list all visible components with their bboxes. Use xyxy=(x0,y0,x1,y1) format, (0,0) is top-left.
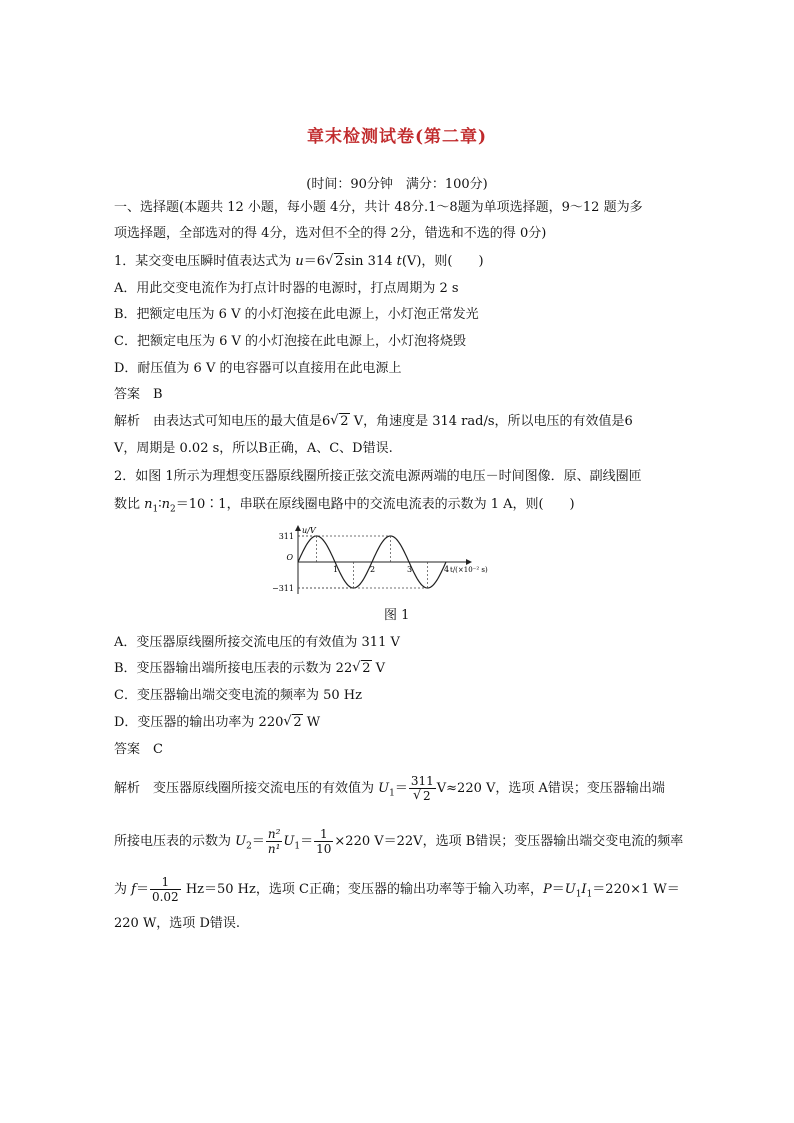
q1-option-d: D．耐压值为 6 V 的电容器可以直接用在此电源上 xyxy=(114,361,402,376)
q2-stem-line1: 2．如图 1所示为理想变压器原线圈所接正弦交流电源两端的电压－时间图像．原、副线圈匝 xyxy=(114,469,642,484)
sqrt-symbol: √ 2 xyxy=(325,253,344,269)
q2-explanation-line4: 220 W，选项 D错误. xyxy=(114,916,240,931)
q2-option-b: B．变压器输出端所接电压表的示数为 22 √ 2 V xyxy=(114,660,386,676)
q2-option-d: D．变压器的输出功率为 220 √ 2 W xyxy=(114,714,321,730)
q1-explanation-line1: 解析 由表达式可知电压的最大值是6 √ 2 V，角速度是 314 rad/s，所以电压的有效值是6 xyxy=(114,413,633,429)
section-instructions-line2: 项选择题，全部选对的得 4分，选对但不全的得 2分，错选和不选的得 0分) xyxy=(114,226,547,241)
x-axis-label: t/(×10⁻² s) xyxy=(450,566,488,574)
q1-stem: 1．某交变电压瞬时值表达式为 u＝6 √ 2sin 314 t(V)，则( ) xyxy=(114,253,484,269)
q2-option-a: A．变压器原线圈所接交流电压的有效值为 311 V xyxy=(114,635,400,650)
x-axis-arrow xyxy=(466,559,472,565)
y-tick-label: −311 xyxy=(272,584,294,593)
y-axis-label: u/V xyxy=(302,526,316,535)
q2-explanation-line1: 解析 变压器原线圈所接交流电压的有效值为 $U_1=$ 311 √ 2 V≈220 V，选项 A错误；变压器输出端 xyxy=(114,773,665,803)
q2-option-c: C．变压器输出端交变电流的频率为 50 Hz xyxy=(114,688,362,703)
q2-answer: 答案 C xyxy=(114,742,163,757)
exam-info: (时间：90分钟 满分：100分) xyxy=(306,177,488,192)
q2-explanation-line3: 为 f＝ $\frac{1}{0.02}$ Hz＝50 Hz，选项 C正确；变压器的输出功率等于输入功率，$P=U_1I_1=220\times 1$ W＝ xyxy=(114,874,680,904)
y-axis-arrow xyxy=(295,525,301,531)
page-title: 章末检测试卷(第二章) xyxy=(306,127,488,147)
voltage-time-graph xyxy=(268,524,504,598)
y-tick-label: 311 xyxy=(278,532,294,541)
x-tick-label: 2 xyxy=(370,565,376,574)
q1-option-a: A．用此交变电流作为打点计时器的电源时，打点周期为 2 s xyxy=(114,281,459,296)
x-tick-label: 4 xyxy=(444,565,450,574)
q1-explanation-line2: V，周期是 0.02 s，所以B正确，A、C、D错误. xyxy=(114,441,393,456)
q2-explanation-line2: 所接电压表的示数为 $U_2=$ $\frac{\text{n²}}{\text{n¹}}$ $U_1=$ $\frac{1}{10}$ ×220 V＝22V，选项 B错误；变压器输出端交变电流的频率 xyxy=(114,826,684,856)
q2-stem-line2: 数比 $n_1∶n_2=10∶1$，串联在原线圈电路中的交流电流表的示数为 1 A，则( ) xyxy=(114,497,575,515)
origin-label: O xyxy=(286,553,293,562)
q1-option-b: B．把额定电压为 6 V 的小灯泡接在此电源上，小灯泡正常发光 xyxy=(114,307,479,322)
figure-caption: 图 1 xyxy=(384,608,410,623)
x-tick-label: 3 xyxy=(407,565,413,574)
section-instructions-line1: 一、选择题(本题共 12 小题，每小题 4分，共计 48分.1～8题为单项选择题，9～12 题为多 xyxy=(114,200,643,215)
x-tick-label: 1 xyxy=(333,565,339,574)
q1-answer: 答案 B xyxy=(114,387,163,402)
q1-option-c: C．把额定电压为 6 V 的小灯泡接在此电源上，小灯泡将烧毁 xyxy=(114,334,467,349)
